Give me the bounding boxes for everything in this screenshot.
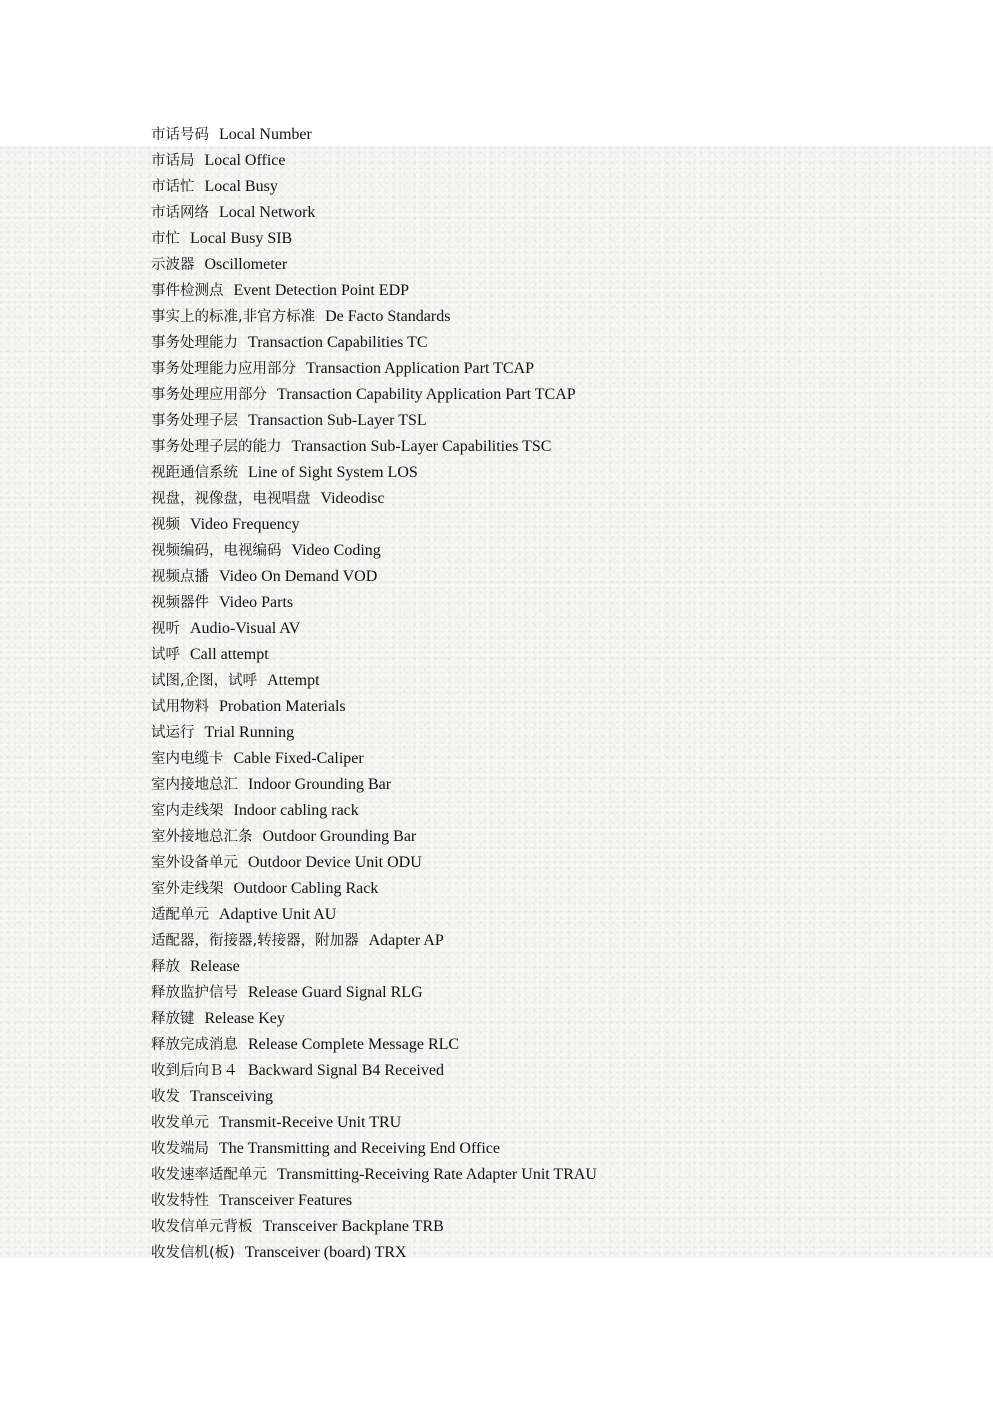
chinese-term: 视距通信系统: [151, 465, 238, 481]
english-term: Transaction Sub-Layer TSL: [248, 412, 427, 429]
english-term: Video Frequency: [190, 516, 300, 533]
chinese-term: 收发单元: [151, 1115, 209, 1131]
chinese-term: 收发信单元背板: [151, 1219, 253, 1235]
english-term: Transceiver (board) TRX: [244, 1244, 407, 1261]
glossary-entry: [151, 485, 597, 511]
english-term: Transceiving: [190, 1088, 273, 1105]
english-term: Transceiver Features: [219, 1192, 353, 1209]
glossary-entry: [151, 1161, 597, 1187]
glossary-entry: [151, 225, 597, 251]
chinese-term: 收发端局: [151, 1141, 209, 1157]
glossary-entry: [151, 745, 597, 771]
glossary-entry: [151, 147, 597, 173]
chinese-term: 室外走线架: [151, 881, 224, 897]
chinese-term: 收发速率适配单元: [151, 1167, 267, 1183]
english-term: Backward Signal B4 Received: [248, 1062, 444, 1079]
english-term: Transaction Capability Application Part TCAP: [277, 386, 576, 403]
chinese-term: 市话忙: [151, 179, 195, 195]
glossary-entry: [151, 1135, 597, 1161]
glossary-entry: [151, 823, 597, 849]
chinese-term: 事实上的标准,非官方标准: [151, 309, 316, 325]
english-term: Video Parts: [219, 594, 294, 611]
chinese-term: 视听: [151, 621, 180, 637]
chinese-term: 试图,企图，试呼: [151, 673, 258, 689]
glossary-entry: [151, 381, 597, 407]
glossary-entry: [151, 901, 597, 927]
chinese-term: 视频点播: [151, 569, 209, 585]
english-term: De Facto Standards: [325, 308, 451, 325]
english-term: Local Office: [204, 152, 286, 169]
english-term: Event Detection Point EDP: [233, 282, 410, 299]
glossary-entry: [151, 537, 597, 563]
glossary-entry: [151, 459, 597, 485]
glossary-entry: [151, 251, 597, 277]
english-term: Probation Materials: [219, 698, 346, 715]
glossary-entry: [151, 277, 597, 303]
chinese-term: 市话号码: [151, 127, 209, 143]
glossary-entry: [151, 329, 597, 355]
chinese-term: 事务处理能力应用部分: [151, 361, 296, 377]
chinese-term: 事务处理应用部分: [151, 387, 267, 403]
english-term: Indoor Grounding Bar: [248, 776, 392, 793]
glossary-entry: [151, 667, 597, 693]
glossary-entry: [151, 355, 597, 381]
english-term: Line of Sight System LOS: [248, 464, 418, 481]
english-term: The Transmitting and Receiving End Office: [219, 1140, 500, 1157]
chinese-term: 室外设备单元: [151, 855, 238, 871]
english-term: Cable Fixed-Caliper: [233, 750, 364, 767]
chinese-term: 室外接地总汇条: [151, 829, 253, 845]
chinese-term: 释放键: [151, 1011, 195, 1027]
chinese-term: 视频器件: [151, 595, 209, 611]
chinese-term: 视频编码，电视编码: [151, 543, 282, 559]
chinese-term: 释放完成消息: [151, 1037, 238, 1053]
chinese-term: 收发特性: [151, 1193, 209, 1209]
glossary-list: [151, 121, 597, 1265]
chinese-term: 事件检测点: [151, 283, 224, 299]
english-term: Local Network: [219, 204, 316, 221]
english-term: Attempt: [267, 672, 320, 689]
glossary-entry: [151, 797, 597, 823]
english-term: Local Busy SIB: [190, 230, 293, 247]
chinese-term: 试运行: [151, 725, 195, 741]
chinese-term: 室内电缆卡: [151, 751, 224, 767]
english-term: Video On Demand VOD: [219, 568, 378, 585]
chinese-term: 示波器: [151, 257, 195, 273]
glossary-entry: [151, 563, 597, 589]
english-term: Transaction Capabilities TC: [248, 334, 428, 351]
glossary-entry: [151, 719, 597, 745]
chinese-term: 视盘，视像盘，电视唱盘: [151, 491, 311, 507]
english-term: Release Guard Signal RLG: [248, 984, 423, 1001]
english-term: Trial Running: [204, 724, 295, 741]
glossary-entry: [151, 1005, 597, 1031]
english-term: Audio-Visual AV: [190, 620, 301, 637]
glossary-entry: [151, 1109, 597, 1135]
english-term: Oscillometer: [204, 256, 288, 273]
chinese-term: 释放监护信号: [151, 985, 238, 1001]
chinese-term: 试用物料: [151, 699, 209, 715]
glossary-entry: [151, 303, 597, 329]
english-term: Adapter AP: [368, 932, 444, 949]
chinese-term: 试呼: [151, 647, 180, 663]
glossary-entry: [151, 953, 597, 979]
glossary-entry: [151, 1213, 597, 1239]
english-term: Videodisc: [320, 490, 385, 507]
glossary-entry: [151, 121, 597, 147]
glossary-entry: [151, 1031, 597, 1057]
glossary-entry: [151, 641, 597, 667]
glossary-entry: [151, 615, 597, 641]
english-term: Outdoor Cabling Rack: [233, 880, 379, 897]
chinese-term: 收发: [151, 1089, 180, 1105]
glossary-entry: [151, 407, 597, 433]
english-term: Outdoor Device Unit ODU: [248, 854, 422, 871]
glossary-entry: [151, 875, 597, 901]
english-term: Transmitting-Receiving Rate Adapter Unit TRAU: [277, 1166, 597, 1183]
glossary-entry: [151, 1057, 597, 1083]
glossary-entry: [151, 511, 597, 537]
glossary-entry: [151, 927, 597, 953]
chinese-term: 收发信机(板): [151, 1245, 235, 1261]
chinese-term: 适配单元: [151, 907, 209, 923]
chinese-term: 收到后向Ｂ４: [151, 1063, 238, 1079]
english-term: Indoor cabling rack: [233, 802, 359, 819]
glossary-entry: [151, 1239, 597, 1265]
glossary-entry: [151, 199, 597, 225]
glossary-entry: [151, 433, 597, 459]
chinese-term: 室内接地总汇: [151, 777, 238, 793]
chinese-term: 室内走线架: [151, 803, 224, 819]
english-term: Local Busy: [204, 178, 278, 195]
english-term: Transceiver Backplane TRB: [262, 1218, 444, 1235]
glossary-entry: [151, 849, 597, 875]
glossary-entry: [151, 589, 597, 615]
glossary-entry: [151, 771, 597, 797]
english-term: Video Coding: [291, 542, 381, 559]
english-term: Call attempt: [190, 646, 269, 663]
chinese-term: 适配器，衔接器,转接器，附加器: [151, 933, 359, 949]
chinese-term: 事务处理子层的能力: [151, 439, 282, 455]
glossary-entry: [151, 693, 597, 719]
glossary-entry: [151, 173, 597, 199]
english-term: Transaction Application Part TCAP: [306, 360, 534, 377]
chinese-term: 视频: [151, 517, 180, 533]
glossary-entry: [151, 1187, 597, 1213]
english-term: Adaptive Unit AU: [219, 906, 337, 923]
chinese-term: 事务处理能力: [151, 335, 238, 351]
glossary-entry: [151, 1083, 597, 1109]
glossary-entry: [151, 979, 597, 1005]
english-term: Release Complete Message RLC: [248, 1036, 460, 1053]
english-term: Outdoor Grounding Bar: [262, 828, 417, 845]
english-term: Release: [190, 958, 240, 975]
english-term: Release Key: [204, 1010, 285, 1027]
chinese-term: 市话网络: [151, 205, 209, 221]
english-term: Transmit-Receive Unit TRU: [219, 1114, 402, 1131]
english-term: Local Number: [219, 126, 312, 143]
chinese-term: 释放: [151, 959, 180, 975]
chinese-term: 市忙: [151, 231, 180, 247]
chinese-term: 事务处理子层: [151, 413, 238, 429]
english-term: Transaction Sub-Layer Capabilities TSC: [291, 438, 552, 455]
chinese-term: 市话局: [151, 153, 195, 169]
